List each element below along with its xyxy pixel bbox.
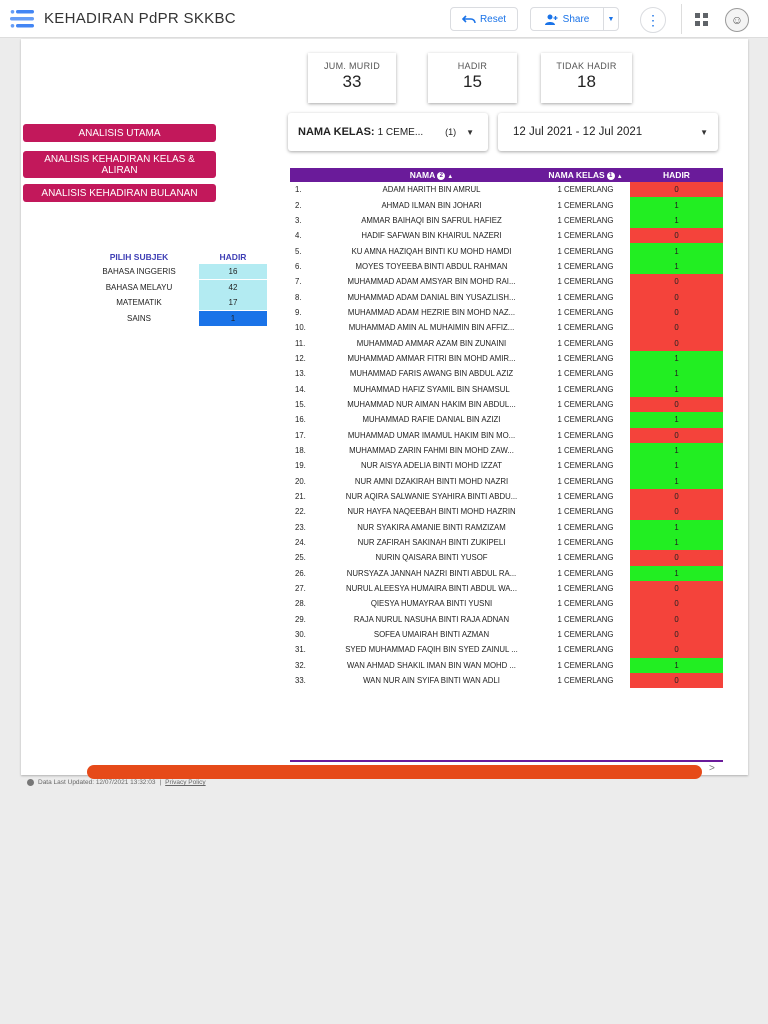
table-row[interactable] <box>290 520 723 535</box>
table-row[interactable] <box>290 581 723 596</box>
table-row[interactable] <box>290 642 723 657</box>
user-avatar[interactable] <box>725 8 749 32</box>
student-name: RAJA NURUL NASUHA BINTI RAJA ADNAN <box>353 614 510 624</box>
top-bar <box>0 0 768 38</box>
kelas-filter-value: 1 CEME... <box>377 126 424 138</box>
table-row[interactable] <box>290 596 723 611</box>
table-row[interactable] <box>290 289 723 304</box>
row-index: 28. <box>295 599 306 609</box>
table-row[interactable] <box>290 381 723 396</box>
header-kelas-label: NAMA KELAS <box>548 170 605 180</box>
subject-hadir-value: 17 <box>199 295 267 310</box>
subject-hadir-value: 1 <box>199 311 267 326</box>
horizontal-scrollbar[interactable] <box>87 765 702 779</box>
row-index: 24. <box>295 538 306 548</box>
table-row[interactable] <box>290 428 723 443</box>
row-index: 22. <box>295 507 306 517</box>
class-name: 1 CEMERLANG <box>557 338 614 348</box>
class-name: 1 CEMERLANG <box>557 323 614 333</box>
row-index: 9. <box>295 307 302 317</box>
hadir-value: 0 <box>630 320 723 335</box>
row-index: 20. <box>295 476 306 486</box>
student-name: NURIN QAISARA BINTI YUSOF <box>375 553 488 563</box>
hadir-value: 1 <box>630 535 723 550</box>
table-bottom-border <box>290 760 723 762</box>
header-hadir[interactable]: HADIR <box>663 170 690 180</box>
class-name: 1 CEMERLANG <box>557 307 614 317</box>
row-index: 16. <box>295 415 306 425</box>
subject-hadir-value: 42 <box>199 280 267 295</box>
class-name: 1 CEMERLANG <box>557 645 614 655</box>
hadir-value: 1 <box>630 474 723 489</box>
table-row[interactable] <box>290 412 723 427</box>
table-row[interactable] <box>290 550 723 565</box>
table-row[interactable] <box>290 213 723 228</box>
student-name: WAN NUR AIN SYIFA BINTI WAN ADLI <box>363 676 500 686</box>
row-index: 31. <box>295 645 306 655</box>
table-row[interactable] <box>290 351 723 366</box>
kpi-label: TIDAK HADIR <box>556 61 617 71</box>
student-name: MOYES TOYEEBA BINTI ABDUL RAHMAN <box>355 261 508 271</box>
class-name: 1 CEMERLANG <box>557 261 614 271</box>
class-name: 1 CEMERLANG <box>557 676 614 686</box>
reset-label: Reset <box>479 13 507 25</box>
kpi-value: 18 <box>577 72 596 91</box>
class-name: 1 CEMERLANG <box>557 568 614 578</box>
class-name: 1 CEMERLANG <box>557 200 614 210</box>
header-nama-label: NAMA <box>409 170 436 180</box>
nav-analisis-kehadiran-bulanan-button[interactable]: ANALISIS KEHADIRAN BULANAN <box>23 184 216 202</box>
student-name: MUHAMMAD ZARIN FAHMI BIN MOHD ZAW... <box>349 446 514 456</box>
sort-order-badge: 1 <box>607 172 615 180</box>
row-index: 32. <box>295 660 306 670</box>
hadir-value: 1 <box>630 213 723 228</box>
class-name: 1 CEMERLANG <box>557 522 614 532</box>
row-index: 33. <box>295 676 306 686</box>
row-index: 25. <box>295 553 306 563</box>
row-index: 21. <box>295 492 306 502</box>
hadir-value: 1 <box>630 351 723 366</box>
row-index: 1. <box>295 185 302 195</box>
table-row[interactable] <box>290 535 723 550</box>
row-index: 19. <box>295 461 306 471</box>
row-index: 11. <box>295 338 306 348</box>
date-range-value: 12 Jul 2021 - 12 Jul 2021 <box>513 126 643 138</box>
kelas-filter-label: NAMA KELAS: <box>298 126 375 138</box>
student-name: SOFEA UMAIRAH BINTI AZMAN <box>373 630 490 640</box>
sort-ascending-icon: ▲ <box>616 174 623 180</box>
privacy-policy-link[interactable]: Privacy Policy <box>165 779 206 786</box>
student-name: MUHAMMAD RAFIE DANIAL BIN AZIZI <box>362 415 501 425</box>
row-index: 12. <box>295 353 306 363</box>
table-row[interactable] <box>290 366 723 381</box>
table-row[interactable] <box>290 566 723 581</box>
row-index: 29. <box>295 614 306 624</box>
row-index: 15. <box>295 399 306 409</box>
student-name: MUHAMMAD ADAM DANIAL BIN YUSAZLISH... <box>347 292 516 302</box>
class-name: 1 CEMERLANG <box>557 399 614 409</box>
person-icon: ☺ <box>730 13 744 27</box>
table-row[interactable] <box>290 627 723 642</box>
share-button[interactable] <box>530 7 604 31</box>
table-row[interactable] <box>290 305 723 320</box>
student-name: MUHAMMAD NUR AIMAN HAKIM BIN ABDUL... <box>347 399 516 409</box>
more-options-button[interactable] <box>640 7 666 33</box>
table-row[interactable] <box>290 397 723 412</box>
table-row[interactable] <box>290 259 723 274</box>
student-name: MUHAMMAD ADAM HEZRIE BIN MOHD NAZ... <box>347 307 516 317</box>
hadir-value: 0 <box>630 289 723 304</box>
hadir-value: 1 <box>630 259 723 274</box>
hadir-value: 1 <box>630 520 723 535</box>
row-index: 13. <box>295 369 306 379</box>
student-name: NUR AISYA ADELIA BINTI MOHD IZZAT <box>361 461 502 471</box>
hadir-value: 0 <box>630 489 723 504</box>
subject-row[interactable] <box>79 311 267 327</box>
attendance-table <box>290 168 723 688</box>
hadir-value: 1 <box>630 566 723 581</box>
class-name: 1 CEMERLANG <box>557 384 614 394</box>
row-index: 27. <box>295 584 306 594</box>
looker-studio-logo-icon <box>10 10 34 28</box>
student-name: NURUL ALEESYA HUMAIRA BINTI ABDUL WA... <box>346 584 517 594</box>
hadir-value: 0 <box>630 428 723 443</box>
class-name: 1 CEMERLANG <box>557 599 614 609</box>
kpi-value: 15 <box>463 72 482 91</box>
class-name: 1 CEMERLANG <box>557 614 614 624</box>
undo-icon <box>462 14 476 24</box>
table-row[interactable] <box>290 489 723 504</box>
class-name: 1 CEMERLANG <box>557 185 614 195</box>
row-index: 3. <box>295 215 302 225</box>
table-row[interactable] <box>290 458 723 473</box>
more-vert-icon: ⋮ <box>646 11 660 28</box>
table-row[interactable] <box>290 673 723 688</box>
student-name: MUHAMMAD AMMAR FITRI BIN MOHD AMIR... <box>347 353 516 363</box>
class-name: 1 CEMERLANG <box>557 215 614 225</box>
subject-table <box>79 250 267 326</box>
student-name: NURSYAZA JANNAH NAZRI BINTI ABDUL RA... <box>346 568 517 578</box>
student-name: MUHAMMAD ADAM AMSYAR BIN MOHD RAI... <box>347 277 516 287</box>
table-row[interactable] <box>290 474 723 489</box>
class-name: 1 CEMERLANG <box>557 430 614 440</box>
row-index: 5. <box>295 246 302 256</box>
row-index: 23. <box>295 522 306 532</box>
table-row[interactable] <box>290 320 723 335</box>
chevron-right-icon[interactable]: > <box>709 763 715 774</box>
nav-analisis-kehadiran-kelas-button[interactable]: ANALISIS KEHADIRAN KELAS & ALIRAN <box>23 151 216 178</box>
table-row[interactable] <box>290 274 723 289</box>
hadir-value: 1 <box>630 443 723 458</box>
hadir-value: 1 <box>630 458 723 473</box>
share-label: Share <box>562 13 590 25</box>
class-name: 1 CEMERLANG <box>557 538 614 548</box>
class-name: 1 CEMERLANG <box>557 630 614 640</box>
row-index: 26. <box>295 568 306 578</box>
class-name: 1 CEMERLANG <box>557 292 614 302</box>
student-name: SYED MUHAMMAD FAQIH BIN SYED ZAINUL ... <box>345 645 518 655</box>
student-name: HADIF SAFWAN BIN KHAIRUL NAZERI <box>361 231 502 241</box>
chevron-down-icon: ▼ <box>700 127 708 137</box>
hadir-value: 0 <box>630 612 723 627</box>
hadir-value: 0 <box>630 274 723 289</box>
student-name: AMMAR BAIHAQI BIN SAFRUL HAFIEZ <box>361 215 502 225</box>
header-nama[interactable] <box>322 170 541 180</box>
student-name: NUR HAYFA NAQEEBAH BINTI MOHD HAZRIN <box>347 507 516 517</box>
clock-icon <box>27 779 34 786</box>
table-row[interactable] <box>290 243 723 258</box>
kpi-tidak-hadir <box>541 53 632 103</box>
hadir-value: 1 <box>630 412 723 427</box>
header-nama-kelas[interactable] <box>541 170 630 180</box>
student-name: WAN AHMAD SHAKIL IMAN BIN WAN MOHD ... <box>347 660 516 670</box>
table-row[interactable] <box>290 228 723 243</box>
hadir-value: 0 <box>630 397 723 412</box>
subject-header-name: PILIH SUBJEK <box>109 252 169 262</box>
subject-name: BAHASA MELAYU <box>105 282 173 292</box>
subject-row[interactable] <box>79 264 267 280</box>
sort-order-badge: 2 <box>437 172 445 180</box>
row-index: 8. <box>295 292 302 302</box>
class-name: 1 CEMERLANG <box>557 246 614 256</box>
row-index: 18. <box>295 446 306 456</box>
report-title: KEHADIRAN PdPR SKKBC <box>44 10 236 27</box>
share-dropdown-button[interactable] <box>603 7 619 31</box>
subject-table-header <box>79 250 267 264</box>
class-name: 1 CEMERLANG <box>557 584 614 594</box>
add-person-icon <box>545 14 559 25</box>
chevron-down-icon: ▼ <box>607 15 615 23</box>
student-name: KU AMNA HAZIQAH BINTI KU MOHD HAMDI <box>351 246 512 256</box>
kpi-value: 33 <box>342 72 362 91</box>
sort-ascending-icon: ▲ <box>447 174 454 180</box>
hadir-value: 0 <box>630 182 723 197</box>
table-row[interactable] <box>290 182 723 197</box>
student-name: NUR ZAFIRAH SAKINAH BINTI ZUKIPELI <box>357 538 506 548</box>
attendance-table-header <box>290 168 723 182</box>
chevron-down-icon: ▼ <box>466 127 475 137</box>
row-index: 17. <box>295 430 306 440</box>
student-name: MUHAMMAD AMMAR AZAM BIN ZUNAINI <box>356 338 507 348</box>
subject-name: BAHASA INGGERIS <box>102 267 176 277</box>
row-index: 10. <box>295 323 306 333</box>
student-name: AHMAD ILMAN BIN JOHARI <box>381 200 482 210</box>
class-name: 1 CEMERLANG <box>557 492 614 502</box>
row-index: 14. <box>295 384 306 394</box>
hadir-value: 0 <box>630 627 723 642</box>
reset-button[interactable] <box>450 7 518 31</box>
kpi-hadir <box>428 53 517 103</box>
kelas-filter-dropdown[interactable] <box>288 113 488 151</box>
table-row[interactable] <box>290 658 723 673</box>
class-name: 1 CEMERLANG <box>557 461 614 471</box>
class-name: 1 CEMERLANG <box>557 446 614 456</box>
subject-name: SAINS <box>126 313 151 323</box>
class-name: 1 CEMERLANG <box>557 476 614 486</box>
date-range-picker[interactable] <box>498 113 718 151</box>
row-index: 30. <box>295 630 306 640</box>
hadir-value: 1 <box>630 197 723 212</box>
student-name: ADAM HARITH BIN AMRUL <box>382 185 481 195</box>
hadir-value: 0 <box>630 596 723 611</box>
student-name: MUHAMMAD HAFIZ SYAMIL BIN SHAMSUL <box>353 384 510 394</box>
row-index: 4. <box>295 231 302 241</box>
class-name: 1 CEMERLANG <box>557 660 614 670</box>
table-row[interactable] <box>290 504 723 519</box>
data-last-updated: Data Last Updated: 12/07/2021 13:32:03 <box>38 779 156 786</box>
nav-analisis-utama-button[interactable]: ANALISIS UTAMA <box>23 124 216 142</box>
hadir-value: 1 <box>630 366 723 381</box>
table-row[interactable] <box>290 335 723 350</box>
row-index: 6. <box>295 261 302 271</box>
student-name: NUR AMNI DZAKIRAH BINTI MOHD NAZRI <box>354 476 509 486</box>
student-name: QIESYA HUMAYRAA BINTI YUSNI <box>370 599 493 609</box>
hadir-value: 0 <box>630 228 723 243</box>
hadir-value: 0 <box>630 642 723 657</box>
hadir-value: 0 <box>630 305 723 320</box>
footer <box>27 779 206 786</box>
student-name: MUHAMMAD FARIS AWANG BIN ABDUL AZIZ <box>349 369 514 379</box>
hadir-value: 1 <box>630 243 723 258</box>
hadir-value: 0 <box>630 504 723 519</box>
table-row[interactable] <box>290 443 723 458</box>
report-canvas <box>21 39 748 775</box>
class-name: 1 CEMERLANG <box>557 369 614 379</box>
subject-hadir-value: 16 <box>199 264 267 279</box>
class-name: 1 CEMERLANG <box>557 507 614 517</box>
kpi-label: HADIR <box>457 61 488 71</box>
apps-grid-icon[interactable] <box>695 13 708 26</box>
class-name: 1 CEMERLANG <box>557 415 614 425</box>
row-index: 7. <box>295 277 302 287</box>
class-name: 1 CEMERLANG <box>557 353 614 363</box>
student-name: NUR SYAKIRA AMANIE BINTI RAMZIZAM <box>357 522 506 532</box>
class-name: 1 CEMERLANG <box>557 277 614 287</box>
class-name: 1 CEMERLANG <box>557 231 614 241</box>
hadir-value: 1 <box>630 658 723 673</box>
hadir-value: 0 <box>630 335 723 350</box>
subject-row[interactable] <box>79 295 267 311</box>
table-row[interactable] <box>290 197 723 212</box>
kpi-label: JUM. MURID <box>324 61 380 71</box>
row-index: 2. <box>295 200 302 210</box>
subject-header-hadir: HADIR <box>219 252 247 262</box>
toolbar-divider <box>681 4 682 34</box>
hadir-value: 0 <box>630 673 723 688</box>
hadir-value: 0 <box>630 581 723 596</box>
subject-row[interactable] <box>79 280 267 296</box>
student-name: MUHAMMAD UMAR IMAMUL HAKIM BIN MO... <box>347 430 516 440</box>
kpi-jumlah-murid <box>308 53 396 103</box>
kelas-filter-count: (1) <box>445 127 457 137</box>
hadir-value: 1 <box>630 381 723 396</box>
student-name: MUHAMMAD AMIN AL MUHAIMIN BIN AFFIZ... <box>348 323 515 333</box>
footer-separator: | <box>159 779 162 786</box>
student-name: NUR AQIRA SALWANIE SYAHIRA BINTI ABDU... <box>345 492 518 502</box>
table-row[interactable] <box>290 612 723 627</box>
class-name: 1 CEMERLANG <box>557 553 614 563</box>
subject-name: MATEMATIK <box>116 298 162 308</box>
hadir-value: 0 <box>630 550 723 565</box>
